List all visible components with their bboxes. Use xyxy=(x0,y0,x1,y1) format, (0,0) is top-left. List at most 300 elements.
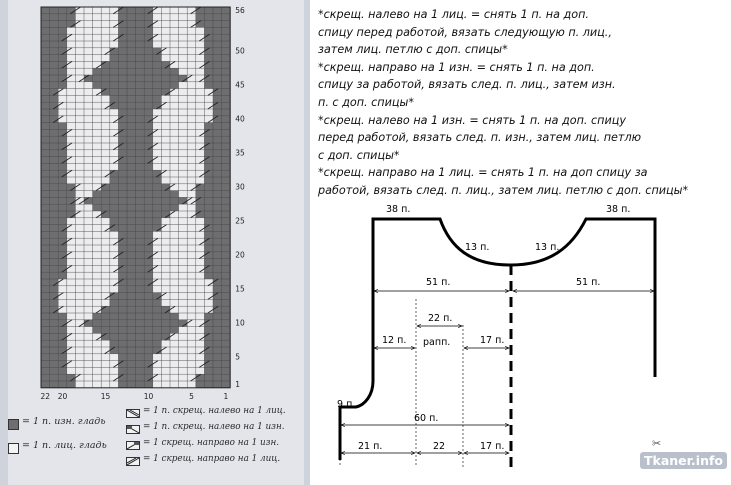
chart-cell xyxy=(222,231,231,238)
chart-cell xyxy=(136,116,145,123)
chart-cell xyxy=(187,157,196,164)
chart-cell xyxy=(196,299,205,306)
chart-cell xyxy=(75,129,84,136)
chart-cell xyxy=(67,41,76,48)
chart-cell xyxy=(118,102,127,109)
chart-cell xyxy=(41,374,50,381)
chart-cell xyxy=(170,354,179,361)
chart-cell xyxy=(153,14,162,21)
chart-cell xyxy=(144,327,153,334)
chart-cell xyxy=(101,272,110,279)
chart-cell xyxy=(170,163,179,170)
chart-cell xyxy=(136,102,145,109)
chart-cell xyxy=(161,204,170,211)
chart-cell xyxy=(41,313,50,320)
chart-cell xyxy=(127,293,136,300)
chart-cell xyxy=(41,211,50,218)
instruction-line: *скрещ. налево на 1 изн. = снять 1 п. на доп. спицу xyxy=(318,113,626,127)
purl-swatch-icon xyxy=(8,419,19,430)
garment-outline xyxy=(373,219,511,381)
chart-cell xyxy=(118,27,127,34)
chart-cell xyxy=(50,347,59,354)
site-watermark: Tkaner.info xyxy=(640,452,727,469)
chart-cell xyxy=(127,34,136,41)
label-side-right: 17 п. xyxy=(480,335,505,346)
chart-cell xyxy=(93,245,102,252)
chart-cell xyxy=(84,163,93,170)
chart-cell xyxy=(222,381,231,388)
chart-cell xyxy=(204,340,213,347)
chart-cell xyxy=(101,367,110,374)
chart-cell xyxy=(153,136,162,143)
chart-cell xyxy=(75,265,84,272)
chart-cell xyxy=(170,279,179,286)
chart-cell xyxy=(50,374,59,381)
chart-cell xyxy=(213,286,222,293)
chart-cell xyxy=(222,116,231,123)
chart-cell xyxy=(222,259,231,266)
chart-cell xyxy=(136,272,145,279)
chart-cell xyxy=(170,313,179,320)
chart-cell xyxy=(222,279,231,286)
chart-cell xyxy=(110,191,119,198)
chart-cell xyxy=(67,218,76,225)
chart-cell xyxy=(161,68,170,75)
chart-cell xyxy=(101,55,110,62)
chart-cell xyxy=(204,211,213,218)
chart-cell xyxy=(161,191,170,198)
chart-cell xyxy=(187,61,196,68)
chart-cell xyxy=(93,95,102,102)
chart-cell xyxy=(187,272,196,279)
chart-cell xyxy=(179,109,188,116)
chart-cell xyxy=(161,313,170,320)
chart-cell xyxy=(136,14,145,21)
chart-cell xyxy=(136,48,145,55)
chart-cell xyxy=(41,48,50,55)
chart-cell xyxy=(110,367,119,374)
chart-cell xyxy=(58,68,67,75)
chart-cell xyxy=(136,333,145,340)
chart-cell xyxy=(67,191,76,198)
chart-cell xyxy=(127,333,136,340)
chart-cell xyxy=(153,184,162,191)
chart-cell xyxy=(41,231,50,238)
chart-cell xyxy=(93,293,102,300)
instructions-text xyxy=(318,6,728,200)
chart-cell xyxy=(127,89,136,96)
chart-cell xyxy=(144,95,153,102)
chart-cell xyxy=(161,123,170,130)
label-bottom-total: 60 п. xyxy=(414,413,439,424)
label-neck-left: 13 п. xyxy=(465,242,490,253)
chart-cell xyxy=(213,374,222,381)
chart-cell xyxy=(127,225,136,232)
chart-cell xyxy=(187,327,196,334)
chart-cell xyxy=(75,225,84,232)
chart-cell xyxy=(196,123,205,130)
chart-cell xyxy=(50,361,59,368)
chart-cell xyxy=(84,150,93,157)
chart-cell xyxy=(222,82,231,89)
chart-cell xyxy=(93,116,102,123)
chart-cell xyxy=(170,204,179,211)
chart-cell xyxy=(50,14,59,21)
chart-cell xyxy=(153,55,162,62)
chart-cell xyxy=(41,381,50,388)
chart-cell xyxy=(187,286,196,293)
chart-cell xyxy=(144,191,153,198)
chart-cell xyxy=(127,211,136,218)
chart-cell xyxy=(41,354,50,361)
chart-cell xyxy=(84,293,93,300)
chart-cell xyxy=(67,299,76,306)
chart-cell xyxy=(118,231,127,238)
chart-cell xyxy=(222,21,231,28)
chart-cell xyxy=(170,238,179,245)
chart-cell xyxy=(144,225,153,232)
chart-cell xyxy=(101,327,110,334)
chart-cell xyxy=(187,245,196,252)
chart-cell xyxy=(153,177,162,184)
chart-cell xyxy=(50,129,59,136)
chart-cell xyxy=(136,150,145,157)
chart-cell xyxy=(118,61,127,68)
chart-cell xyxy=(213,218,222,225)
chart-cell xyxy=(93,27,102,34)
label-bottom-mid: 22 xyxy=(433,441,446,452)
chart-cell xyxy=(58,123,67,130)
chart-cell xyxy=(179,347,188,354)
chart-cell xyxy=(144,259,153,266)
chart-cell xyxy=(187,238,196,245)
chart-cell xyxy=(187,116,196,123)
chart-cell xyxy=(93,7,102,14)
chart-cell xyxy=(41,327,50,334)
chart-cell xyxy=(110,136,119,143)
chart-cell xyxy=(118,333,127,340)
chart-cell xyxy=(127,374,136,381)
chart-cell xyxy=(204,136,213,143)
chart-cell xyxy=(179,157,188,164)
chart-cell xyxy=(136,245,145,252)
chart-cell xyxy=(187,259,196,266)
chart-cell xyxy=(110,75,119,82)
chart-cell xyxy=(196,82,205,89)
chart-cell xyxy=(136,313,145,320)
chart-cell xyxy=(118,14,127,21)
chart-cell xyxy=(93,102,102,109)
chart-cell xyxy=(144,333,153,340)
chart-cell xyxy=(204,163,213,170)
row-label: 56 xyxy=(235,5,245,15)
chart-cell xyxy=(170,361,179,368)
chart-cell xyxy=(41,252,50,259)
chart-cell xyxy=(118,197,127,204)
chart-cell xyxy=(153,320,162,327)
chart-cell xyxy=(170,129,179,136)
chart-cell xyxy=(93,129,102,136)
chart-cell xyxy=(101,34,110,41)
chart-cell xyxy=(58,218,67,225)
chart-cell xyxy=(50,21,59,28)
chart-cell xyxy=(153,333,162,340)
chart-cell xyxy=(67,381,76,388)
chart-cell xyxy=(118,75,127,82)
chart-cell xyxy=(144,163,153,170)
chart-cell xyxy=(161,272,170,279)
chart-cell xyxy=(196,327,205,334)
col-label: 22 xyxy=(40,391,51,401)
chart-cell xyxy=(187,279,196,286)
chart-cell xyxy=(153,340,162,347)
chart-cell xyxy=(93,272,102,279)
chart-cell xyxy=(75,238,84,245)
chart-cell xyxy=(213,347,222,354)
chart-cell xyxy=(179,279,188,286)
chart-cell xyxy=(136,252,145,259)
chart-cell xyxy=(93,279,102,286)
chart-cell xyxy=(110,299,119,306)
knit-swatch-icon xyxy=(8,443,19,454)
chart-cell xyxy=(84,129,93,136)
chart-cell xyxy=(136,143,145,150)
chart-cell xyxy=(75,272,84,279)
chart-cell xyxy=(170,177,179,184)
chart-cell xyxy=(67,109,76,116)
chart-cell xyxy=(58,82,67,89)
chart-cell xyxy=(118,48,127,55)
chart-cell xyxy=(204,191,213,198)
chart-cell xyxy=(67,136,76,143)
chart-cell xyxy=(144,82,153,89)
scissors-icon: ✂ xyxy=(652,437,662,450)
chart-cell xyxy=(179,136,188,143)
chart-cell xyxy=(101,136,110,143)
chart-cell xyxy=(93,177,102,184)
chart-cell xyxy=(136,68,145,75)
chart-cell xyxy=(84,211,93,218)
chart-cell xyxy=(50,7,59,14)
chart-cell xyxy=(222,102,231,109)
chart-cell xyxy=(67,279,76,286)
chart-cell xyxy=(127,184,136,191)
chart-cell xyxy=(101,218,110,225)
chart-cell xyxy=(41,7,50,14)
chart-cell xyxy=(118,259,127,266)
chart-cell xyxy=(67,327,76,334)
chart-cell xyxy=(93,163,102,170)
legend-cross-left-purl: = 1 п. скрещ. налево на 1 изн. xyxy=(143,422,285,432)
chart-cell xyxy=(75,116,84,123)
chart-cell xyxy=(75,14,84,21)
chart-cell xyxy=(222,150,231,157)
chart-cell xyxy=(58,354,67,361)
chart-cell xyxy=(187,123,196,130)
chart-cell xyxy=(170,82,179,89)
chart-cell xyxy=(170,293,179,300)
chart-cell xyxy=(213,157,222,164)
chart-cell xyxy=(84,61,93,68)
chart-cell xyxy=(41,95,50,102)
chart-cell xyxy=(67,82,76,89)
chart-cell xyxy=(196,109,205,116)
chart-cell xyxy=(161,109,170,116)
chart-cell xyxy=(50,61,59,68)
chart-cell xyxy=(75,41,84,48)
chart-cell xyxy=(170,259,179,266)
legend-knit-label: = 1 п. лиц. гладь xyxy=(22,440,107,451)
cross-left-knit-icon xyxy=(126,409,140,418)
chart-cell xyxy=(118,272,127,279)
chart-cell xyxy=(58,177,67,184)
row-label: 35 xyxy=(235,148,245,158)
chart-cell xyxy=(136,89,145,96)
chart-cell xyxy=(93,367,102,374)
chart-cell xyxy=(161,75,170,82)
chart-cell xyxy=(84,191,93,198)
chart-cell xyxy=(213,245,222,252)
chart-cell xyxy=(136,340,145,347)
chart-cell xyxy=(127,218,136,225)
chart-cell xyxy=(101,123,110,130)
chart-cell xyxy=(153,61,162,68)
chart-cell xyxy=(196,14,205,21)
chart-cell xyxy=(179,170,188,177)
chart-cell xyxy=(187,41,196,48)
chart-cell xyxy=(93,136,102,143)
chart-cell xyxy=(110,123,119,130)
chart-cell xyxy=(153,150,162,157)
chart-cell xyxy=(213,68,222,75)
chart-cell xyxy=(179,41,188,48)
chart-cell xyxy=(75,354,84,361)
chart-cell xyxy=(110,55,119,62)
chart-cell xyxy=(127,347,136,354)
chart-cell xyxy=(179,184,188,191)
chart-cell xyxy=(50,265,59,272)
chart-cell xyxy=(50,354,59,361)
chart-cell xyxy=(101,279,110,286)
chart-cell xyxy=(118,89,127,96)
chart-cell xyxy=(101,95,110,102)
chart-cell xyxy=(170,231,179,238)
chart-cell xyxy=(144,354,153,361)
chart-cell xyxy=(93,150,102,157)
chart-cell xyxy=(41,347,50,354)
chart-cell xyxy=(196,231,205,238)
chart-cell xyxy=(110,313,119,320)
chart-cell xyxy=(41,225,50,232)
chart-cell xyxy=(84,143,93,150)
chart-cell xyxy=(58,163,67,170)
chart-cell xyxy=(58,204,67,211)
chart-cell xyxy=(222,265,231,272)
chart-cell xyxy=(170,347,179,354)
chart-cell xyxy=(136,320,145,327)
chart-cell xyxy=(213,197,222,204)
chart-cell xyxy=(84,14,93,21)
chart-cell xyxy=(67,163,76,170)
chart-cell xyxy=(136,218,145,225)
chart-cell xyxy=(222,41,231,48)
chart-cell xyxy=(222,14,231,21)
chart-cell xyxy=(110,68,119,75)
chart-cell xyxy=(75,68,84,75)
chart-cell xyxy=(118,218,127,225)
chart-cell xyxy=(41,61,50,68)
chart-cell xyxy=(93,340,102,347)
chart-cell xyxy=(136,55,145,62)
chart-cell xyxy=(58,272,67,279)
chart-cell xyxy=(127,95,136,102)
col-label: 5 xyxy=(189,391,194,401)
chart-cell xyxy=(67,259,76,266)
chart-cell xyxy=(127,299,136,306)
chart-cell xyxy=(144,306,153,313)
chart-cell xyxy=(179,55,188,62)
chart-cell xyxy=(204,177,213,184)
chart-cell xyxy=(161,116,170,123)
chart-cell xyxy=(75,313,84,320)
chart-cell xyxy=(93,259,102,266)
chart-cell xyxy=(136,374,145,381)
chart-cell xyxy=(144,340,153,347)
chart-cell xyxy=(144,48,153,55)
chart-cell xyxy=(161,150,170,157)
chart-cell xyxy=(50,231,59,238)
chart-cell xyxy=(204,21,213,28)
chart-cell xyxy=(222,48,231,55)
chart-cell xyxy=(213,299,222,306)
chart-cell xyxy=(179,286,188,293)
chart-cell xyxy=(161,218,170,225)
chart-cell xyxy=(170,252,179,259)
chart-cell xyxy=(75,163,84,170)
chart-cell xyxy=(101,286,110,293)
chart-cell xyxy=(41,299,50,306)
chart-cell xyxy=(127,116,136,123)
chart-cell xyxy=(110,245,119,252)
chart-cell xyxy=(101,163,110,170)
chart-cell xyxy=(110,381,119,388)
chart-cell xyxy=(153,95,162,102)
chart-cell xyxy=(75,55,84,62)
chart-cell xyxy=(93,218,102,225)
chart-cell xyxy=(204,41,213,48)
chart-cell xyxy=(170,14,179,21)
chart-cell xyxy=(153,191,162,198)
chart-cell xyxy=(67,272,76,279)
row-label: 5 xyxy=(235,352,240,362)
row-label: 20 xyxy=(235,250,245,260)
chart-cell xyxy=(93,354,102,361)
chart-cell xyxy=(127,82,136,89)
chart-cell xyxy=(213,95,222,102)
chart-cell xyxy=(41,218,50,225)
chart-cell xyxy=(84,82,93,89)
chart-cell xyxy=(118,313,127,320)
chart-cell xyxy=(136,82,145,89)
chart-cell xyxy=(144,184,153,191)
chart-cell xyxy=(84,238,93,245)
chart-cell xyxy=(222,204,231,211)
chart-cell xyxy=(161,245,170,252)
chart-cell xyxy=(50,327,59,334)
chart-cell xyxy=(84,7,93,14)
chart-cell xyxy=(93,299,102,306)
label-neck-right: 13 п. xyxy=(535,242,560,253)
